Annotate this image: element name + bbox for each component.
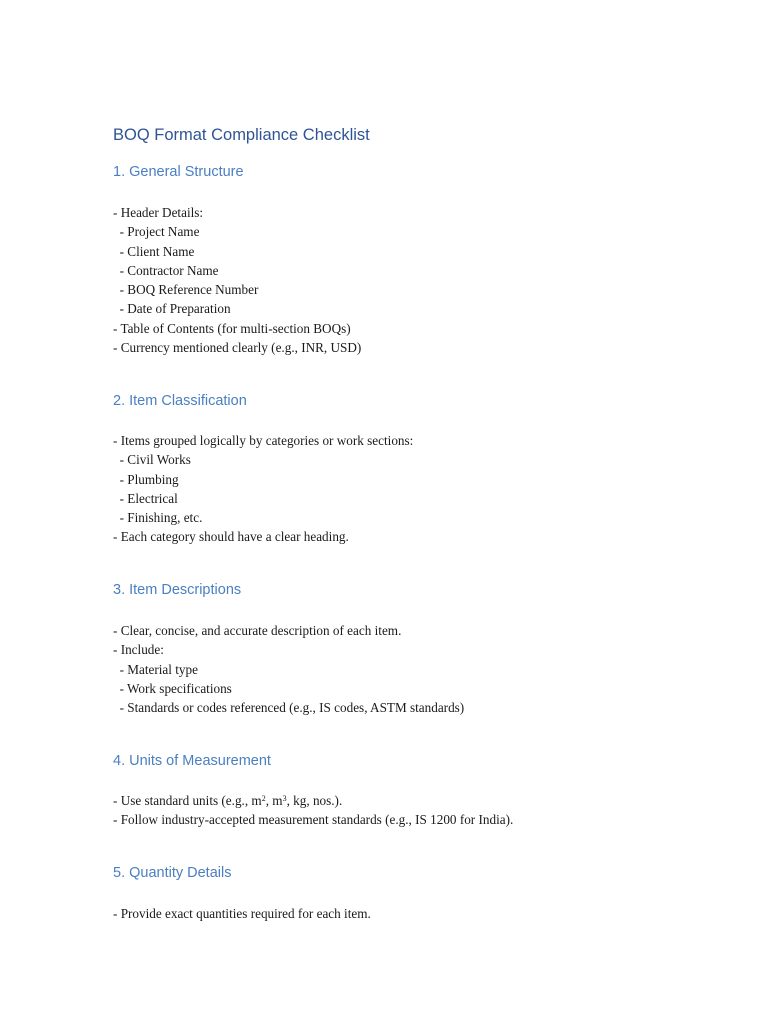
text-line-units	[113, 791, 513, 810]
units-text-before: - Use standard units (e.g., m	[113, 793, 262, 808]
text-line: - Plumbing	[113, 471, 179, 487]
section-heading-units-of-measurement: 4. Units of Measurement	[113, 753, 271, 769]
section-heading-item-classification: 2. Item Classification	[113, 393, 247, 409]
text-line: - Provide exact quantities required for each item.	[113, 906, 371, 921]
document-title: BOQ Format Compliance Checklist	[113, 126, 370, 144]
squared-superscript: 2	[261, 794, 266, 803]
text-line: - Civil Works	[113, 452, 191, 468]
units-text-after: , kg, nos.).	[286, 793, 343, 808]
text-line: - Include:	[113, 642, 164, 658]
units-text-middle: , m	[265, 793, 283, 808]
text-line: - BOQ Reference Number	[113, 282, 259, 298]
section-body-units-of-measurement	[113, 791, 513, 830]
text-line: - Header Details:	[113, 205, 204, 220]
text-line: - Table of Contents (for multi-section BOQs)	[113, 320, 351, 336]
text-line: - Contractor Name	[113, 262, 219, 278]
text-line: - Items grouped logically by categories or work sections:	[113, 433, 414, 448]
section-heading-item-descriptions: 3. Item Descriptions	[113, 582, 242, 598]
section-body-item-descriptions	[113, 621, 464, 717]
text-line: - Currency mentioned clearly (e.g., INR, USD)	[113, 340, 362, 356]
text-line: - Finishing, etc.	[113, 510, 203, 526]
section-body-quantity-details	[113, 904, 371, 923]
text-line: - Material type	[113, 661, 198, 677]
text-line: - Project Name	[113, 224, 200, 240]
text-line: - Work specifications	[113, 680, 232, 696]
section-heading-general-structure: 1. General Structure	[113, 164, 244, 180]
section-body-general-structure	[113, 203, 361, 357]
text-line: - Each category should have a clear heading.	[113, 529, 349, 545]
section-heading-quantity-details: 5. Quantity Details	[113, 865, 232, 881]
text-line: - Electrical	[113, 490, 178, 506]
text-line: - Follow industry-accepted measurement standards (e.g., IS 1200 for India).	[113, 812, 514, 828]
text-line: - Client Name	[113, 243, 195, 259]
text-line: - Standards or codes referenced (e.g., IS codes, ASTM standards)	[113, 700, 465, 716]
section-body-item-classification	[113, 431, 413, 547]
text-line: - Clear, concise, and accurate description of each item.	[113, 623, 402, 638]
text-line: - Date of Preparation	[113, 301, 231, 317]
cubed-superscript: 3	[282, 794, 287, 803]
